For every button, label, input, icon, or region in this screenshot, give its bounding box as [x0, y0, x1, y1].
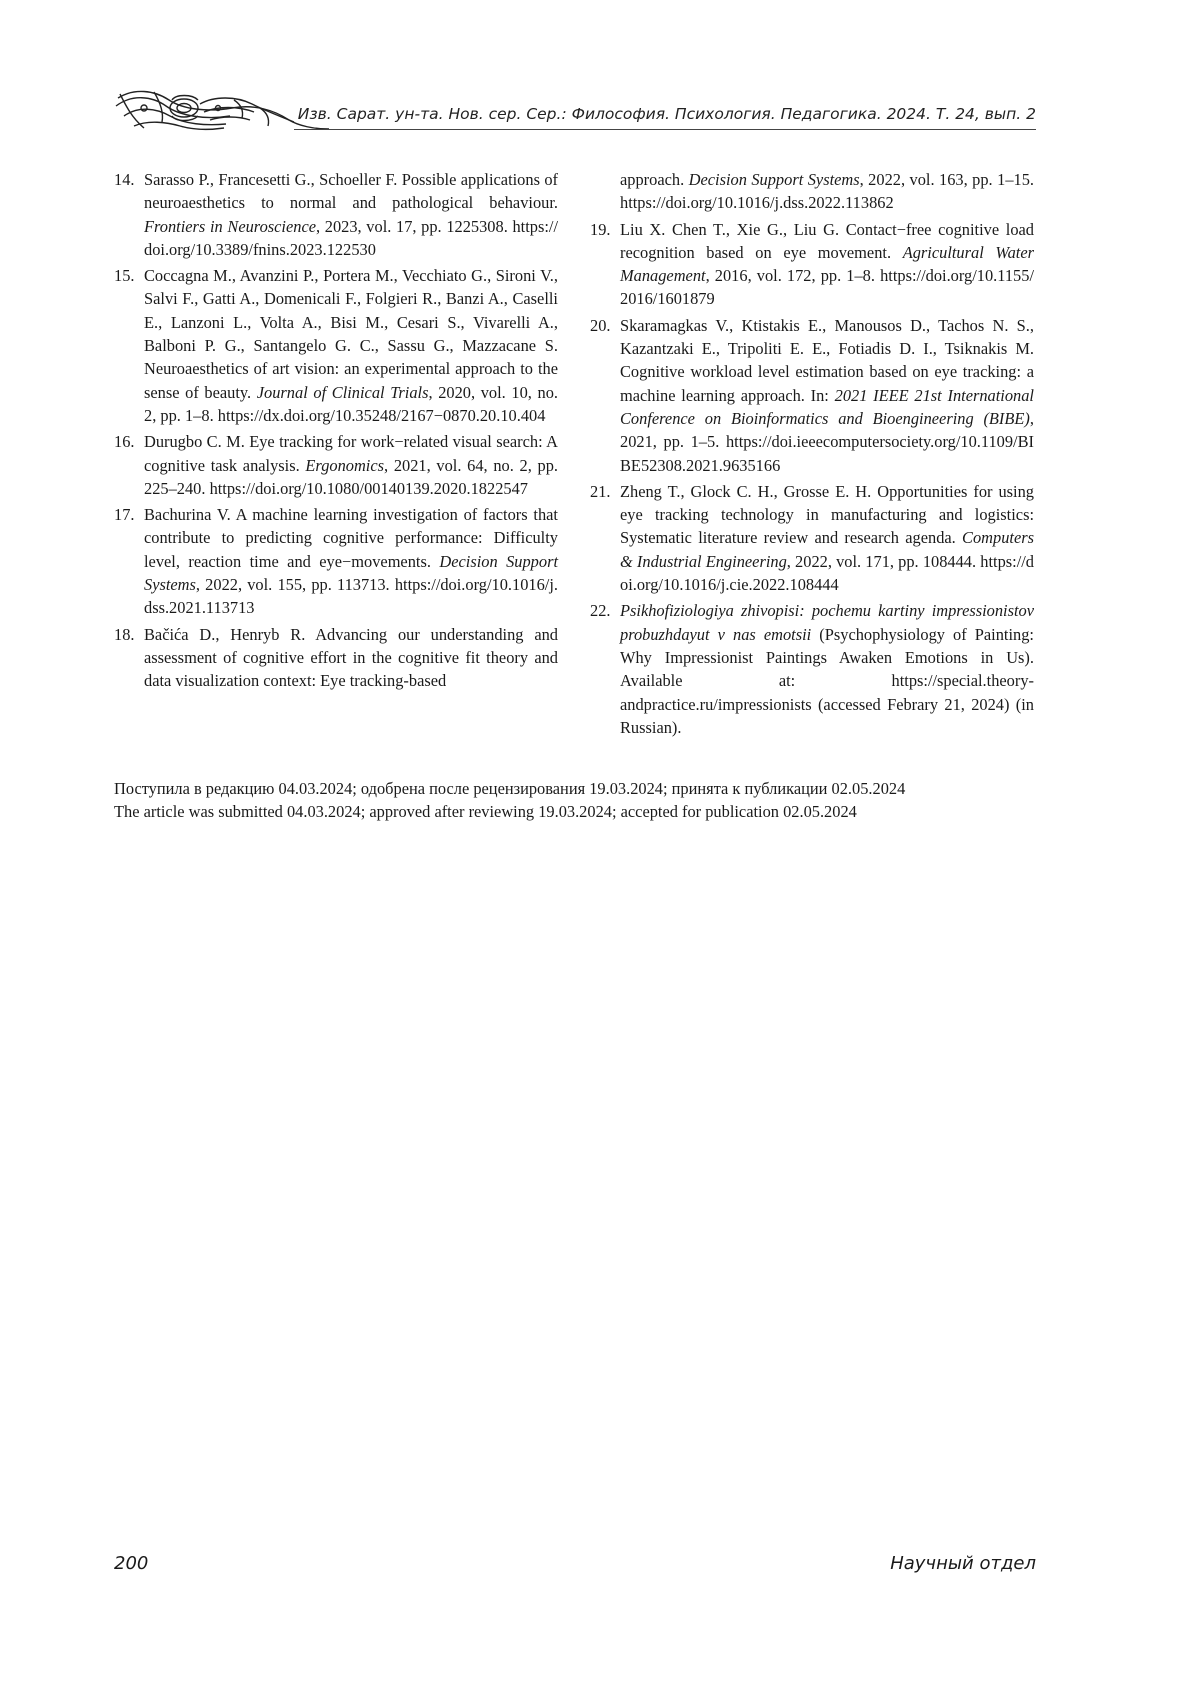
reference-source: Decision Support Systems — [144, 551, 559, 595]
reference-authors: Bachurina V. A machine learning investigation of factors that contribute to predicting cognitive performance: Difficulty level, reaction time and eye−movements. — [144, 505, 558, 571]
reference-item — [114, 264, 558, 427]
reference-item — [114, 623, 558, 693]
reference-source: Agricultural Water Management — [620, 242, 1034, 286]
page-number: 200 — [114, 1553, 149, 1574]
reference-details: , 2023, vol. 17, pp. 1225308. — [316, 216, 513, 236]
section-name: Научный отдел — [890, 1553, 1036, 1574]
reference-text — [144, 168, 558, 261]
reference-number: 19. — [590, 219, 611, 239]
reference-details: , 2022, vol. 171, pp. 108444. — [786, 551, 981, 571]
reference-source: Decision Support Systems — [688, 170, 860, 189]
reference-item — [114, 503, 558, 619]
reference-item — [590, 480, 1034, 596]
reference-source: Psikhofiziologiya zhivopisi: pochemu kartiny impressionistov probuzhdayut v nas emotsii — [620, 601, 1034, 644]
reference-source: Journal of Clinical Trials — [256, 382, 429, 402]
references-right-column — [590, 168, 1034, 742]
running-header — [114, 86, 1036, 132]
reference-authors: Zheng T., Glock C. H., Grosse E. H. Opportunities for using eye tracking technology in manufacturing and logistics: Systematic literature review and research agenda. — [620, 481, 1034, 548]
reference-item — [114, 430, 558, 500]
reference-details: , 2020, vol. 10, no. 2, pp. 1–8. — [144, 382, 558, 425]
reference-url[interactable]: https://dx.doi.org/10.35248/2167−0870.20.10.404 — [217, 405, 546, 425]
reference-url[interactable]: https://doi.org/10.1016/j.cie.2022.108444 — [620, 551, 1034, 595]
reference-text — [620, 218, 1034, 311]
reference-number: 16. — [114, 432, 135, 452]
reference-source: Computers & Industrial Engineering — [620, 528, 1034, 571]
reference-details: , 2022, vol. 155, pp. 113713. — [195, 575, 395, 595]
reference-details: (Psychophysiology of Painting: Why Impressionist Paintings Awaken Emotions in Us). Available at: https://special.theory-andpractice.ru/impressionists (accessed Febrary 21, 2024) (in Russian). — [620, 624, 1034, 737]
reference-text — [620, 480, 1034, 596]
reference-details: , 2021, pp. 1–5. — [620, 408, 1034, 452]
submission-dates-en: The article was submitted 04.03.2024; approved after reviewing 19.03.2024; accepted for publication 02.05.2024 — [114, 801, 857, 821]
reference-authors: Skaramagkas V., Ktistakis E., Manousos D., Tachos N. S., Kazantzaki E., Tripoliti E. E., Fotiadis D. I., Tsiknakis M. Cognitive workload level estimation based on eye tracking: a machine learning approach. In: — [620, 315, 1034, 405]
reference-details: , 2016, vol. 172, pp. 1–8. — [705, 266, 881, 286]
reference-source: 2021 IEEE 21st International Conference on Bioinformatics and Bioengineering (BIBE) — [620, 385, 1034, 428]
reference-item — [590, 314, 1034, 477]
reference-text — [144, 430, 558, 500]
submission-dates — [114, 778, 1044, 823]
reference-continuation — [620, 168, 1034, 215]
reference-text — [620, 599, 1034, 739]
references-left-column — [114, 168, 558, 696]
reference-text — [620, 314, 1034, 477]
reference-url[interactable]: https://doi.org/10.1016/j.dss.2021.113713 — [144, 575, 558, 618]
reference-authors: Bačića D., Henryb R. Advancing our understanding and assessment of cognitive effort in the cognitive fit theory and data visualization context: Eye tracking-based — [144, 624, 558, 691]
journal-title: Изв. Сарат. ун-та. Нов. сер. Сер.: Философия. Психология. Педагогика. 2024. Т. 24, вып. 2 — [297, 105, 1036, 123]
reference-text — [144, 623, 558, 693]
reference-number: 17. — [114, 505, 135, 525]
reference-authors: Durugbo C. M. Eye tracking for work−related visual search: A cognitive task analysis. — [144, 432, 558, 475]
reference-number: 21. — [590, 481, 611, 501]
reference-url[interactable]: https://doi.org/10.1080/00140139.2020.1822547 — [209, 478, 528, 498]
reference-details: , 2021, vol. 64, no. 2, pp. 225–240. — [144, 455, 558, 498]
reference-text — [144, 264, 558, 427]
reference-number: 18. — [114, 624, 135, 644]
reference-number: 20. — [590, 315, 611, 335]
reference-text: approach. — [620, 170, 689, 189]
reference-number: 14. — [114, 170, 135, 189]
reference-source: Frontiers in Neuroscience — [144, 216, 316, 236]
reference-url[interactable]: https://doi.org/10.1155/2016/1601879 — [620, 266, 1034, 309]
reference-number: 22. — [590, 601, 611, 621]
reference-url[interactable]: https://doi.org/10.1016/j.dss.2022.113862 — [620, 193, 894, 213]
header-rule — [294, 129, 1036, 130]
reference-authors: Coccagna M., Avanzini P., Portera M., Vecchiato G., Sironi V., Salvi F., Gatti A., Domenicali F., Folgieri R., Banzi A., Caselli E., Lanzoni L., Volta A., Bisi M., Cesari S., Vivarelli A., Balboni P. G., Santangelo G. C., Sassu G., Mazzacane S. Neuroaesthetics of art vision: an experimental approach to the sense of beauty. — [144, 266, 558, 402]
reference-number: 15. — [114, 266, 135, 286]
reference-text — [144, 503, 558, 619]
reference-source: Ergonomics — [305, 455, 385, 475]
journal-ornament-logo — [114, 86, 329, 132]
reference-details: , 2022, vol. 163, pp. 1–15. — [859, 170, 1034, 189]
reference-url[interactable]: https://doi.org/10.3389/fnins.2023.122530 — [144, 216, 559, 259]
submission-dates-ru: Поступила в редакцию 04.03.2024; одобрена после рецензирования 19.03.2024; принята к публикации 02.05.2024 — [114, 779, 906, 798]
reference-authors: Sarasso P., Francesetti G., Schoeller F. Possible applications of neuroaesthetics to normal and pathological behaviour. — [144, 170, 558, 213]
reference-url[interactable]: https://doi.ieeecomputersociety.org/10.1109/BIBE52308.2021.9635166 — [620, 432, 1034, 475]
reference-authors: Liu X. Chen T., Xie G., Liu G. Contact−free cognitive load recognition based on eye movement. — [620, 219, 1034, 262]
reference-item — [114, 168, 558, 261]
reference-item — [590, 599, 1034, 739]
reference-item — [590, 218, 1034, 311]
